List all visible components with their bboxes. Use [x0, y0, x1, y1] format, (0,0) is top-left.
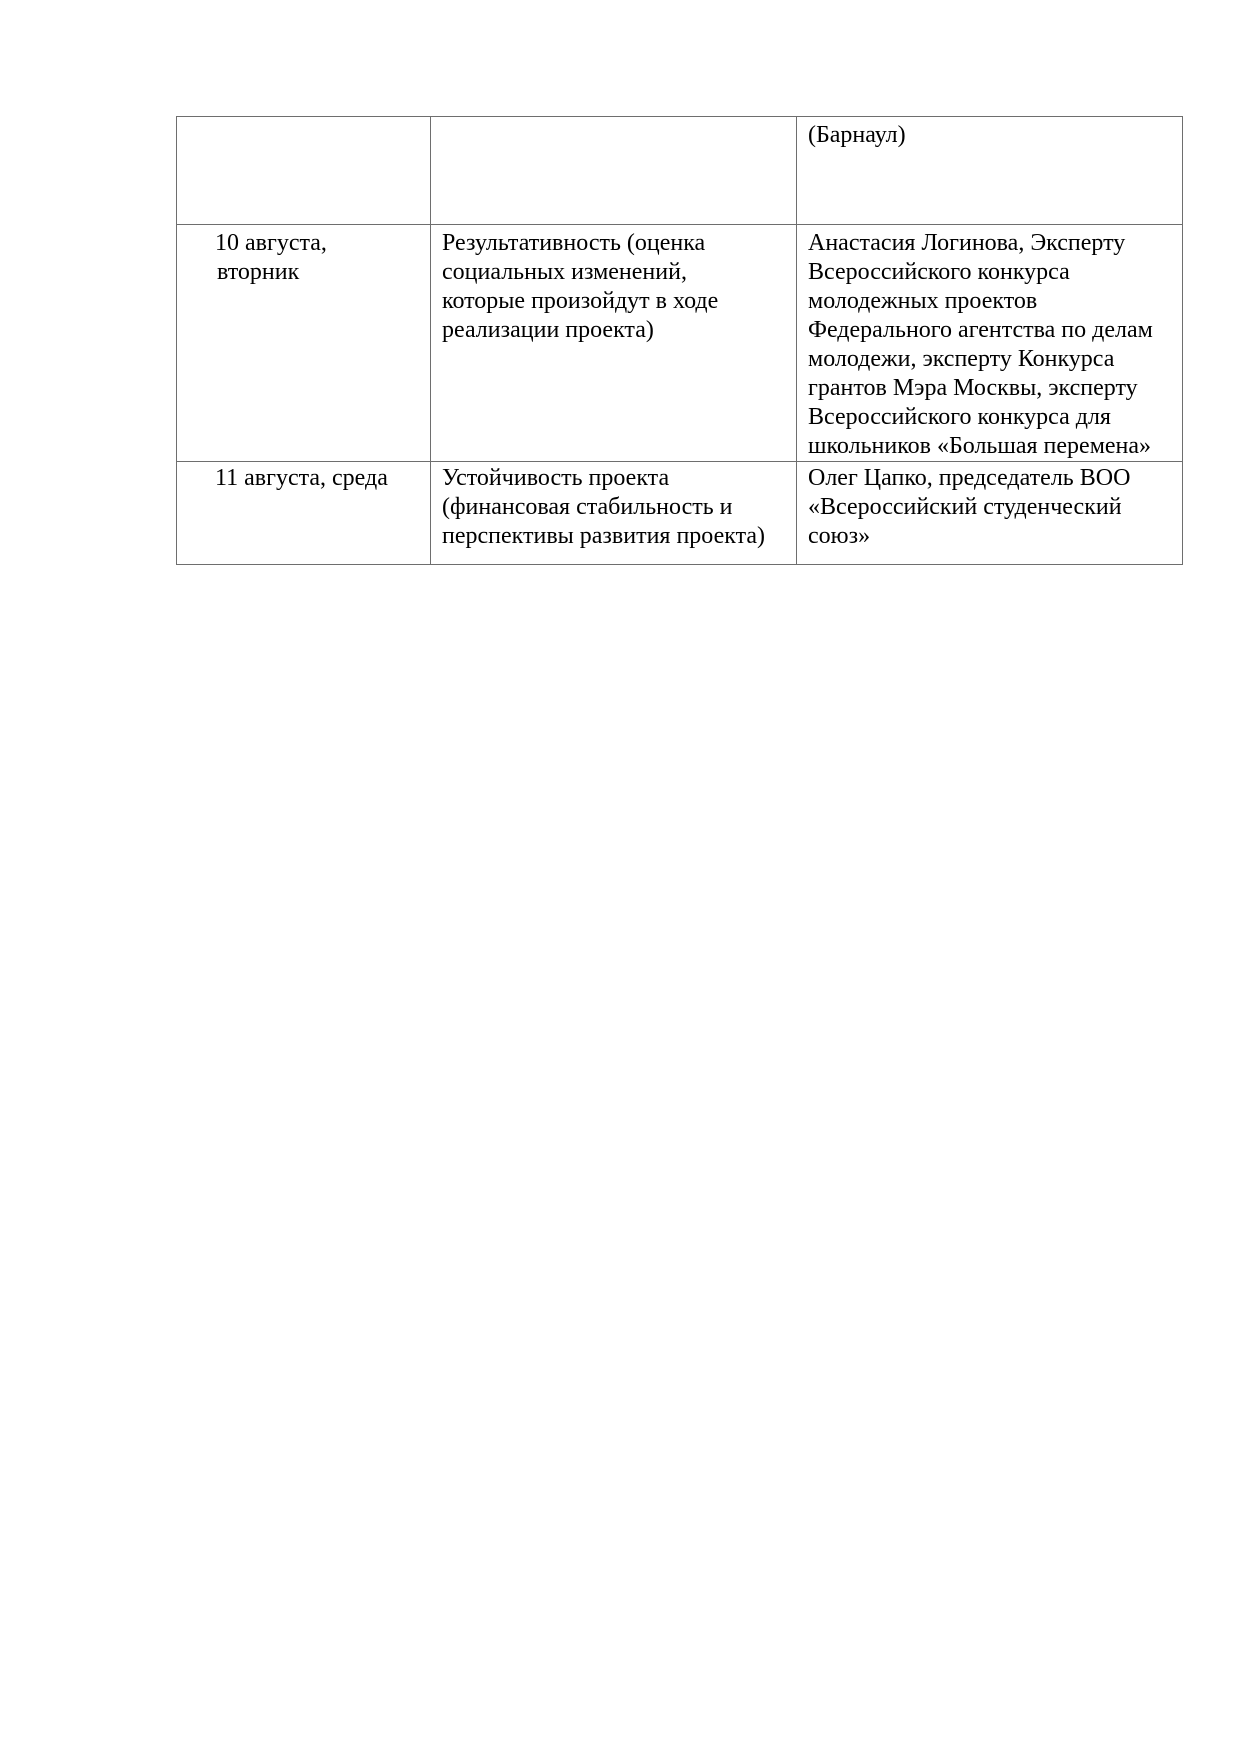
expert-line: школьников «Большая перемена» — [808, 433, 1152, 459]
date-cell — [177, 117, 431, 225]
topic-line: которые произойдут в ходе — [442, 288, 719, 314]
topic-line: перспективы развития проекта) — [442, 523, 766, 549]
table-row — [177, 462, 1183, 565]
topic-cell — [431, 117, 797, 225]
expert-cell — [797, 462, 1183, 565]
topic-line: Результативность (оценка — [442, 230, 706, 256]
expert-cell — [797, 117, 1183, 225]
table-row — [177, 225, 1183, 462]
expert-line: грантов Мэра Москвы, эксперту — [808, 375, 1138, 401]
expert-line: «Всероссийский студенческий — [808, 494, 1122, 520]
date-cell — [177, 462, 431, 565]
expert-line: Олег Цапко, председатель ВОО — [808, 465, 1131, 491]
expert-line: Всероссийского конкурса для — [808, 404, 1111, 430]
topic-line: социальных изменений, — [442, 259, 687, 285]
expert-line: Анастасия Логинова, Эксперту — [808, 230, 1126, 256]
schedule-table — [176, 116, 1183, 565]
expert-line: (Барнаул) — [808, 122, 906, 148]
topic-line: реализации проекта) — [442, 317, 654, 343]
expert-line: молодежи, эксперту Конкурса — [808, 346, 1115, 372]
topic-line: (финансовая стабильность и — [442, 494, 733, 520]
expert-line: союз» — [808, 523, 871, 549]
topic-cell — [431, 462, 797, 565]
weekday-line: вторник — [217, 259, 300, 285]
expert-line: Федерального агентства по делам — [808, 317, 1153, 343]
date-line: 10 августа, — [215, 230, 327, 256]
expert-line: Всероссийского конкурса — [808, 259, 1070, 285]
date-line: 11 августа, среда — [215, 465, 388, 491]
topic-cell — [431, 225, 797, 462]
topic-line: Устойчивость проекта — [442, 465, 670, 491]
date-cell — [177, 225, 431, 462]
expert-line: молодежных проектов — [808, 288, 1038, 314]
expert-cell — [797, 225, 1183, 462]
table-row — [177, 117, 1183, 225]
